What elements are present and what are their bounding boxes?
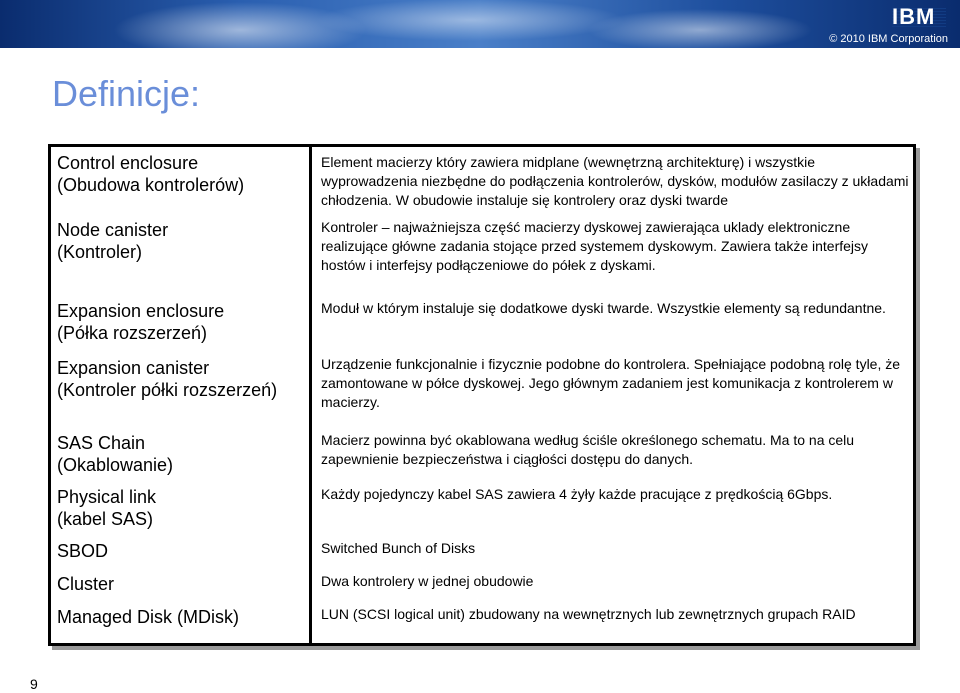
term-physical-link: [57, 486, 307, 530]
term-name: Control enclosure: [57, 153, 199, 173]
definition-sbod: Switched Bunch of Disks: [321, 540, 476, 556]
definition-control-enclosure: Element macierzy który zawiera midplane (wewnętrzną architekturę) i wszystkie wyprowadzenia niezbędne do podłączenia kontrolerów, dysków, modułów zasilaczy z układami chłodzenia. W obudowie instaluje się kontrolery oraz dyski twarde: [321, 154, 909, 208]
term-translation: (Obudowa kontrolerów): [57, 175, 245, 195]
slide-title: Definicje:: [52, 73, 201, 114]
definition-physical-link: Każdy pojedynczy kabel SAS zawiera 4 żyły każde pracujące z prędkością 6Gbps.: [321, 486, 833, 502]
term-translation: (Kontroler): [57, 242, 143, 262]
term-managed-disk: [57, 606, 307, 628]
ibm-logo: [892, 6, 946, 28]
ibm-logo-text: IBM: [892, 4, 936, 29]
term-node-canister: [57, 219, 307, 263]
term-expansion-canister: [57, 357, 307, 401]
term-name: Physical link: [57, 487, 157, 507]
definition-cluster: Dwa kontrolery w jednej obudowie: [321, 573, 534, 589]
definition-expansion-canister: Urządzenie funkcjonalnie i fizycznie podobne do kontrolera. Spełniające podobną rolę tyle, że zamontowane w półce dyskowej. Jego głównym zadaniem jest komunikacja z kontrolerem w macierzy.: [321, 356, 901, 410]
column-divider: [309, 147, 312, 643]
term-expansion-enclosure: [57, 300, 307, 344]
term-translation: (Kontroler półki rozszerzeń): [57, 380, 278, 400]
definition-node-canister: Kontroler – najważniejsza część macierzy dyskowej zawierająca uklady elektroniczne realizujące główne zadania stojące przed systemem dyskowym. Zawiera także interfejsy hostów i interfejsy podłączeniowe do półek z dyskami.: [321, 219, 869, 273]
definition-expansion-enclosure: Moduł w którym instaluje się dodatkowe dyski twarde. Wszystkie elementy są redundantne.: [321, 300, 886, 316]
copyright-text: © 2010 IBM Corporation: [829, 33, 948, 45]
term-control-enclosure: [57, 152, 307, 196]
term-translation: (Półka rozszerzeń): [57, 323, 208, 343]
term-sbod: [57, 540, 307, 562]
term-cluster: [57, 573, 307, 595]
term-translation: (kabel SAS): [57, 509, 154, 529]
term-name: SBOD: [57, 541, 109, 561]
term-sas-chain: [57, 432, 307, 476]
definition-sas-chain: Macierz powinna być okablowana według ściśle określonego schematu. Ma to na celu zapewnienie bezpieczeństwa i ciągłości dostępu do danych.: [321, 432, 855, 467]
page-number: 9: [30, 676, 38, 692]
definitions-table: [48, 144, 916, 646]
term-name: Expansion canister: [57, 358, 210, 378]
term-name: Node canister: [57, 220, 169, 240]
definition-managed-disk: LUN (SCSI logical unit) zbudowany na wewnętrznych lub zewnętrznych grupach RAID: [321, 606, 856, 622]
term-translation: (Okablowanie): [57, 455, 174, 475]
header-banner: [0, 0, 960, 48]
term-name: Managed Disk (MDisk): [57, 607, 240, 627]
term-name: Expansion enclosure: [57, 301, 225, 321]
term-name: SAS Chain: [57, 433, 146, 453]
term-name: Cluster: [57, 574, 115, 594]
